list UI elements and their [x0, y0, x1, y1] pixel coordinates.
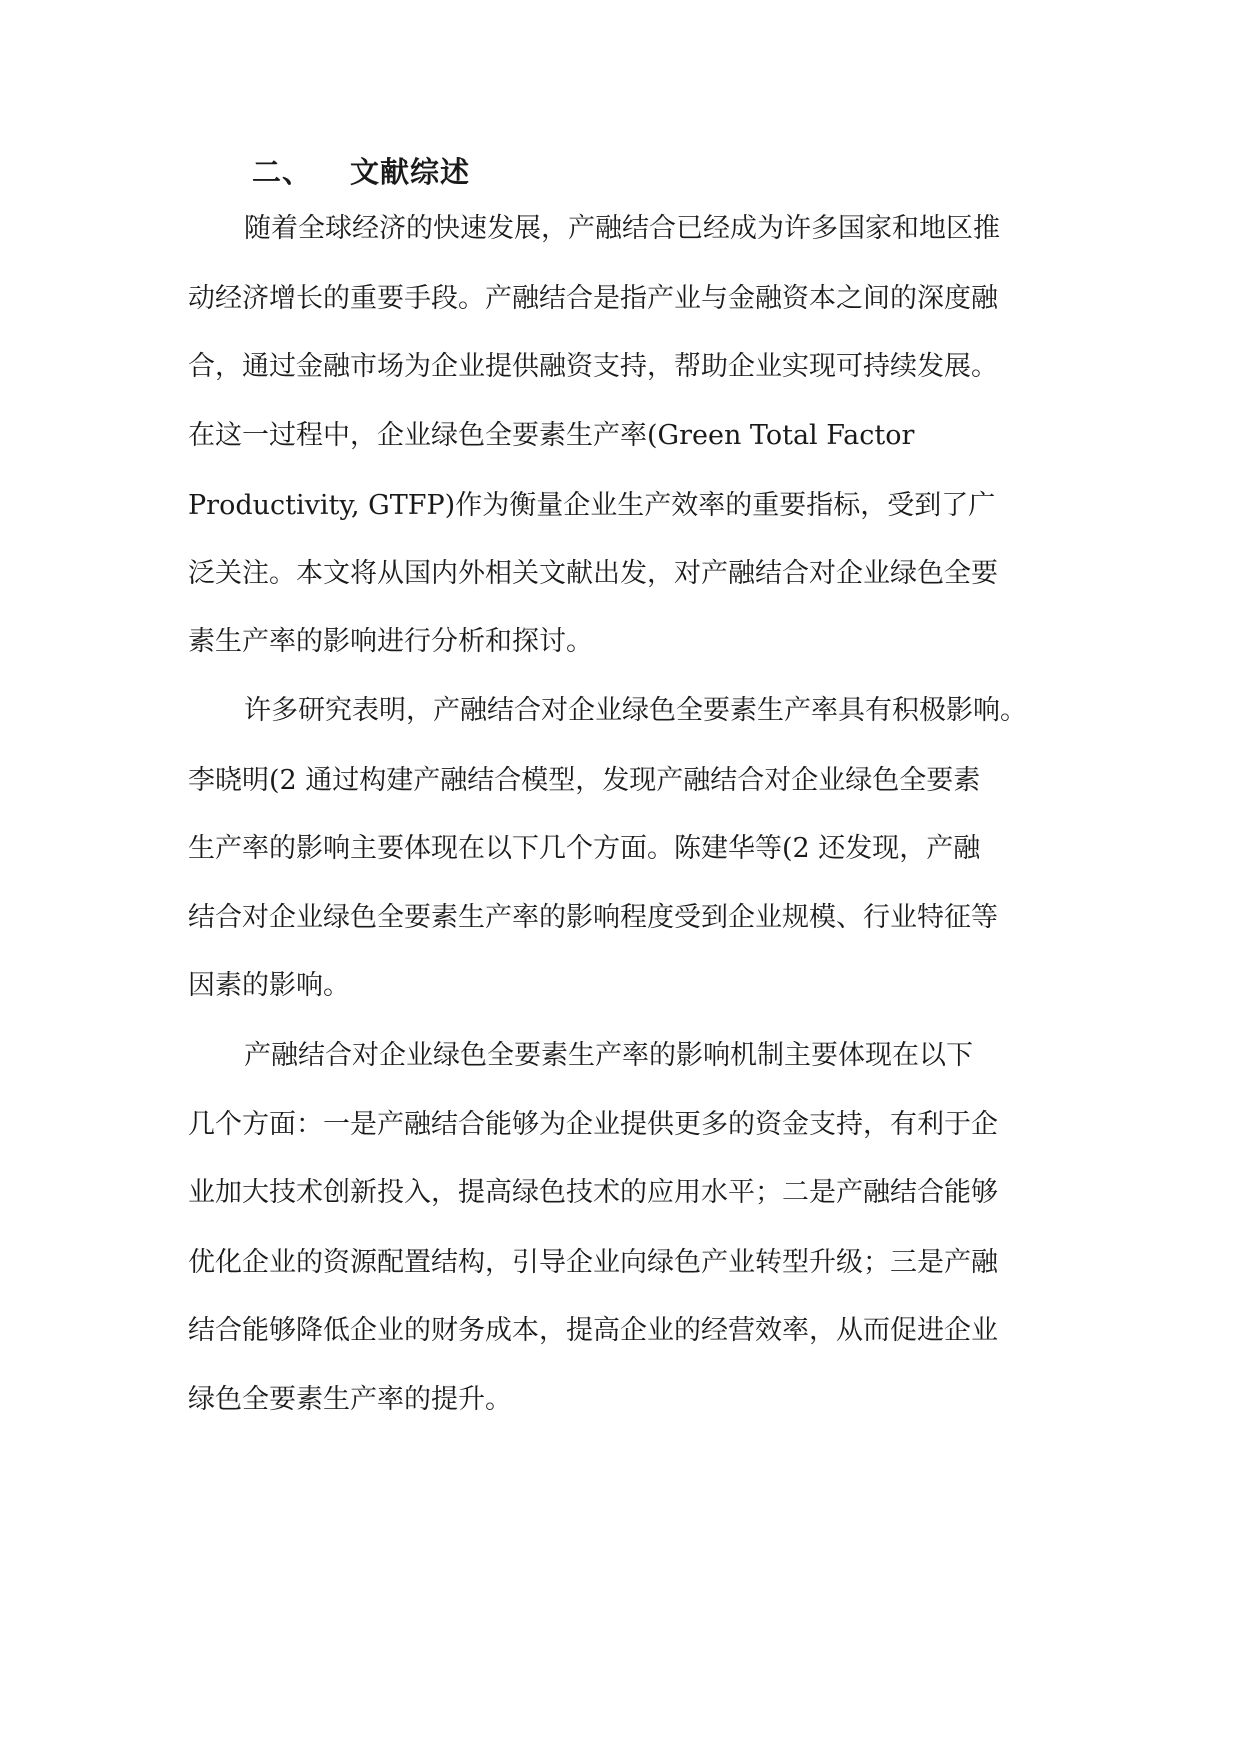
paragraph-2-line-4: 结合对企业绿色全要素生产率的影响程度受到企业规模、行业特征等	[188, 902, 998, 933]
paragraph-2-line-5: 因素的影响。	[188, 970, 350, 1001]
paragraph-3-line-5: 结合能够降低企业的财务成本，提高企业的经营效率，从而促进企业	[188, 1315, 998, 1346]
paragraph-3-line-4: 优化企业的资源配置结构，引导企业向绿色产业转型升级；三是产融	[188, 1247, 998, 1278]
section-heading	[252, 150, 470, 191]
section-title: 文献综述	[350, 155, 471, 189]
paragraph-1-line-3: 合，通过金融市场为企业提供融资支持，帮助企业实现可持续发展。	[188, 351, 998, 382]
section-number: 二、	[252, 155, 313, 189]
paragraph-1-line-4: 在这一过程中，企业绿色全要素生产率(Green Total Factor	[188, 420, 915, 451]
paragraph-3-line-2: 几个方面：一是产融结合能够为企业提供更多的资金支持，有利于企	[188, 1109, 998, 1140]
paragraph-1-line-1: 随着全球经济的快速发展，产融结合已经成为许多国家和地区推	[244, 213, 1000, 244]
paragraph-1-line-7: 素生产率的影响进行分析和探讨。	[188, 626, 593, 657]
paragraph-3-line-3: 业加大技术创新投入，提高绿色技术的应用水平；二是产融结合能够	[188, 1177, 998, 1208]
paragraph-2-line-1: 许多研究表明，产融结合对企业绿色全要素生产率具有积极影响。	[244, 695, 1027, 726]
paragraph-1-line-5: Productivity, GTFP)作为衡量企业生产效率的重要指标，受到了广	[188, 490, 996, 521]
paragraph-3-line-6: 绿色全要素生产率的提升。	[188, 1384, 512, 1415]
paragraph-3-line-1: 产融结合对企业绿色全要素生产率的影响机制主要体现在以下	[244, 1040, 973, 1071]
paragraph-2-line-2: 李晓明(2 通过构建产融结合模型，发现产融结合对企业绿色全要素	[188, 765, 981, 796]
paragraph-2-line-3: 生产率的影响主要体现在以下几个方面。陈建华等(2 还发现，产融	[188, 833, 981, 864]
paragraph-1-line-2: 动经济增长的重要手段。产融结合是指产业与金融资本之间的深度融	[188, 283, 998, 314]
paragraph-1-line-6: 泛关注。本文将从国内外相关文献出发，对产融结合对企业绿色全要	[188, 558, 998, 589]
